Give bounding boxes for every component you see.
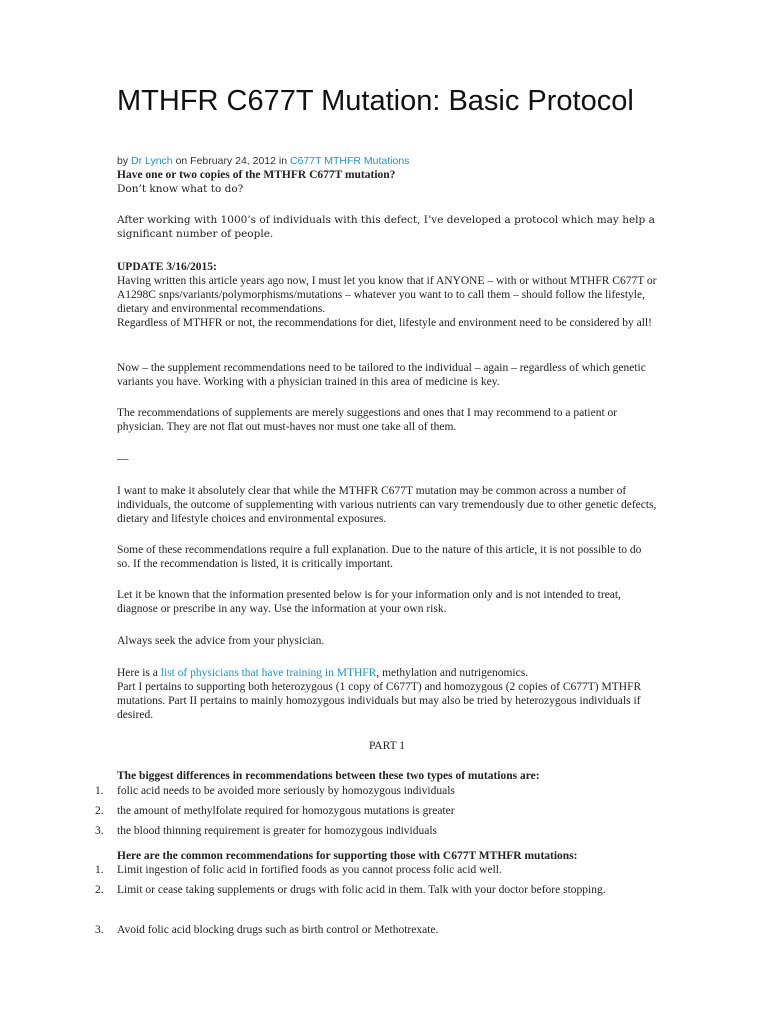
list-item	[95, 804, 655, 824]
author-link[interactable]: Dr Lynch	[131, 155, 173, 167]
list-item	[95, 883, 655, 917]
list-item-text: Limit ingestion of folic acid in fortified foods as you cannot process folic acid well.	[117, 864, 502, 876]
question-block	[117, 168, 657, 196]
physicians-list-link[interactable]: list of physicians that have training in MTHFR	[160, 667, 377, 679]
article-byline	[117, 155, 409, 167]
separator-dash: —	[117, 453, 129, 465]
advice-paragraph: Always seek the advice from your physician.	[117, 635, 325, 647]
list-item	[95, 784, 655, 804]
part-1-heading: PART 1	[368, 740, 406, 752]
list-item-text: Avoid folic acid blocking drugs such as birth control or Methotrexate.	[117, 924, 439, 936]
update-paragraph-1: Having written this article years ago now, I must let you know that if ANYONE – with or without MTHFR C677T or A1298C snps/variants/polymorphisms/mutations – whatever you want to to call them – should follow the lifestyle, dietary and environmental recommendations.	[117, 275, 657, 315]
update-block	[117, 260, 657, 330]
common-recommendations-heading: Here are the common recommendations for supporting those with C677T MTHFR mutations:	[117, 850, 578, 862]
list-number: 3.	[95, 924, 104, 936]
differences-list	[95, 784, 655, 838]
disclaimer-common-paragraph: I want to make it absolutely clear that while the MTHFR C677T mutation may be common across a number of individuals, the outcome of supplementing with various nutrients can vary tremendously due to other genetic defects, dietary and lifestyle choices and environmental exposures.	[117, 485, 657, 525]
explanation-paragraph: Some of these recommendations require a full explanation. Due to the nature of this article, it is not possible to do so. If the recommendation is listed, it is critically important.	[117, 544, 642, 570]
differences-heading: The biggest differences in recommendations between these two types of mutations are:	[117, 770, 540, 782]
common-recommendations-list	[95, 863, 655, 937]
list-number: 3.	[95, 825, 104, 837]
question-heading: Have one or two copies of the MTHFR C677T mutation?	[117, 169, 396, 181]
list-item-text: folic acid needs to be avoided more seriously by homozygous individuals	[117, 785, 455, 797]
category-link[interactable]: C677T MTHFR Mutations	[289, 155, 410, 167]
byline-by: by	[117, 155, 132, 167]
list-item-text: Limit or cease taking supplements or drugs with folic acid in them. Talk with your doctor before stopping.	[117, 884, 606, 896]
supplement-suggestions-paragraph: The recommendations of supplements are merely suggestions and ones that I may recommend to a patient or physician. They are not flat out must-haves nor must one take all of them.	[117, 407, 618, 433]
list-item-text: the blood thinning requirement is greater for homozygous individuals	[117, 825, 438, 837]
update-paragraph-2: Regardless of MTHFR or not, the recommendations for diet, lifestyle and environment need to be considered by all!	[117, 317, 652, 329]
list-number: 2.	[95, 884, 104, 896]
intro-paragraph: After working with 1000’s of individuals with this defect, I’ve developed a protocol which may help a significant number of people.	[117, 214, 655, 240]
list-item	[95, 863, 655, 883]
list-item-text: the amount of methylfolate required for homozygous mutations is greater	[117, 805, 455, 817]
update-heading: UPDATE 3/16/2015:	[117, 261, 217, 273]
physicians-suffix: , methylation and nutrigenomics.	[376, 667, 529, 679]
supplement-tailored-paragraph: Now – the supplement recommendations need to be tailored to the individual – again – regardless of which genetic variants you have. Working with a physician trained in this area of medicine is key.	[117, 362, 646, 388]
list-item	[95, 824, 655, 838]
physicians-block	[117, 666, 657, 722]
physicians-prefix: Here is a	[117, 667, 161, 679]
physicians-paragraph	[117, 666, 657, 680]
byline-date: on February 24, 2012 in	[172, 155, 290, 167]
list-number: 2.	[95, 805, 104, 817]
parts-paragraph: Part I pertains to supporting both heterozygous (1 copy of C677T) and homozygous (2 copies of C677T) MTHFR mutations. Part II pertains to mainly homozygous individuals but may also be tried by heterozygous individuals if desired.	[117, 681, 642, 721]
list-number: 1.	[95, 785, 104, 797]
list-item	[95, 923, 655, 937]
article-title: MTHFR C677T Mutation: Basic Protocol	[117, 85, 634, 117]
list-number: 1.	[95, 864, 104, 876]
information-disclaimer-paragraph: Let it be known that the information presented below is for your information only and is not intended to treat, diagnose or prescribe in any way. Use the information at your own risk.	[117, 589, 621, 615]
dont-know-text: Don’t know what to do?	[117, 183, 244, 195]
